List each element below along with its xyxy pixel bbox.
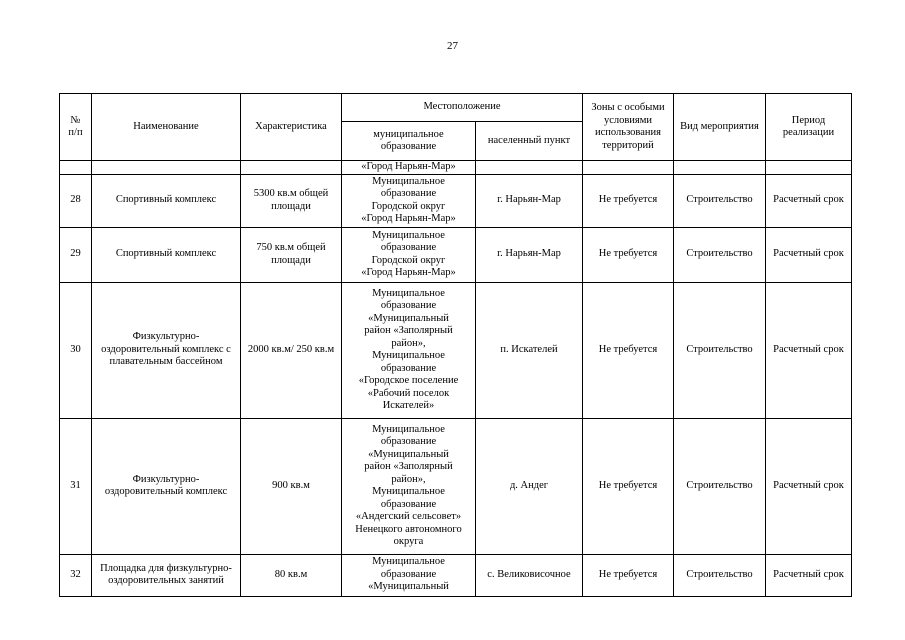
cell-period: Расчетный срок [766,282,852,418]
cell-period: Расчетный срок [766,418,852,554]
municipality-line: Муниципальное [372,423,445,435]
header-location: Местоположение [342,94,583,122]
municipality-line: район», [391,473,426,485]
municipality-line: «Муниципальный [368,581,449,593]
cell-period: Расчетный срок [766,174,852,227]
cell-name: Площадка для физкультурно-оздоровительных занятий [92,554,241,596]
cell-period: Расчетный срок [766,227,852,282]
cell-name: Спортивный комплекс [92,227,241,282]
header-name: Наименование [92,94,241,161]
cell-zones: Не требуется [583,554,674,596]
municipality-line: Муниципальное [372,175,445,187]
cell-name: Физкультурно-оздоровительный комплекс [92,418,241,554]
cell-municipality [342,227,476,282]
cell-settlement: п. Искателей [476,282,583,418]
page-number: 27 [447,40,458,52]
table-row [60,282,852,418]
cell-event-type [674,161,766,175]
cell-event-type: Строительство [674,282,766,418]
cell-zones: Не требуется [583,418,674,554]
cell-characteristic: 5300 кв.м общей площади [241,174,342,227]
municipality-line: «Город Нарьян-Мар» [361,213,456,224]
cell-num: 32 [60,554,92,596]
municipality-line: Муниципальное [372,229,445,241]
cell-period [766,161,852,175]
cell-zones: Не требуется [583,174,674,227]
cell-characteristic: 80 кв.м [241,554,342,596]
table-row [60,227,852,282]
cell-characteristic [241,161,342,175]
cell-settlement [476,161,583,175]
municipality-line: образование [380,300,437,311]
municipality-line: образование [380,188,437,199]
municipality-line: образование [380,362,437,374]
cell-settlement: с. Великовисочное [476,554,583,596]
cell-num: 28 [60,174,92,227]
municipality-line: Муниципальное [372,486,445,497]
municipality-line: Городской округ [371,200,446,212]
table-row [60,418,852,554]
cell-characteristic: 2000 кв.м/ 250 кв.м [241,282,342,418]
cell-event-type: Строительство [674,227,766,282]
cell-settlement: д. Андег [476,418,583,554]
municipality-line: «Городское поселение [358,375,459,386]
municipality-line: образование [380,242,437,253]
cell-municipality [342,282,476,418]
municipality-line: «Андегский сельсовет» [355,511,462,522]
municipality-line: «Рабочий поселок [367,387,450,399]
cell-zones: Не требуется [583,227,674,282]
cell-num: 30 [60,282,92,418]
cell-event-type: Строительство [674,554,766,596]
municipality-line: район», [391,337,426,349]
municipality-line: район «Заполярный [364,461,453,472]
cell-zones [583,161,674,175]
cell-name: Спортивный комплекс [92,174,241,227]
header-municipality: муниципальное образование [342,122,476,161]
municipality-line: Муниципальное [372,350,445,361]
municipality-line: Муниципальное [372,556,445,568]
cell-event-type: Строительство [674,174,766,227]
cell-municipality [342,174,476,227]
header-characteristic: Характеристика [241,94,342,161]
municipality-line: «Муниципальный [368,448,449,460]
municipality-line: образование [380,436,437,447]
table-row [60,554,852,596]
municipality-line: район «Заполярный [364,325,453,336]
header-event-type: Вид мероприятия [674,94,766,161]
municipality-line: Муниципальное [372,287,445,299]
planning-table [59,93,852,597]
municipality-line: образование [380,498,437,510]
header-settlement: населенный пункт [476,122,583,161]
municipality-line: Ненецкого автономного [355,523,462,535]
cell-period: Расчетный срок [766,554,852,596]
header-zones: Зоны с особыми условиями использования территорий [583,94,674,161]
cell-characteristic: 750 кв.м общей площади [241,227,342,282]
cell-num: 29 [60,227,92,282]
cell-num: 31 [60,418,92,554]
cell-municipality: «Город Нарьян-Мар» [342,161,476,175]
cell-municipality [342,418,476,554]
municipality-line: образование [380,568,437,580]
cell-settlement: г. Нарьян-Мар [476,174,583,227]
cell-event-type: Строительство [674,418,766,554]
cell-characteristic: 900 кв.м [241,418,342,554]
cell-settlement: г. Нарьян-Мар [476,227,583,282]
header-num: № п/п [60,94,92,161]
header-row-top [60,94,852,122]
municipality-line: «Город Нарьян-Мар» [361,267,456,278]
cell-name: Физкультурно-оздоровительный комплекс с плавательным бассейном [92,282,241,418]
municipality-line: Искателей» [382,400,435,411]
municipality-line: Городской округ [371,254,446,266]
cell-municipality [342,554,476,596]
municipality-line: округа [393,536,424,547]
cell-name [92,161,241,175]
continuation-row [60,161,852,175]
municipality-line: «Муниципальный [368,312,449,324]
table-row [60,174,852,227]
header-period: Период реализации [766,94,852,161]
cell-zones: Не требуется [583,282,674,418]
cell-num [60,161,92,175]
